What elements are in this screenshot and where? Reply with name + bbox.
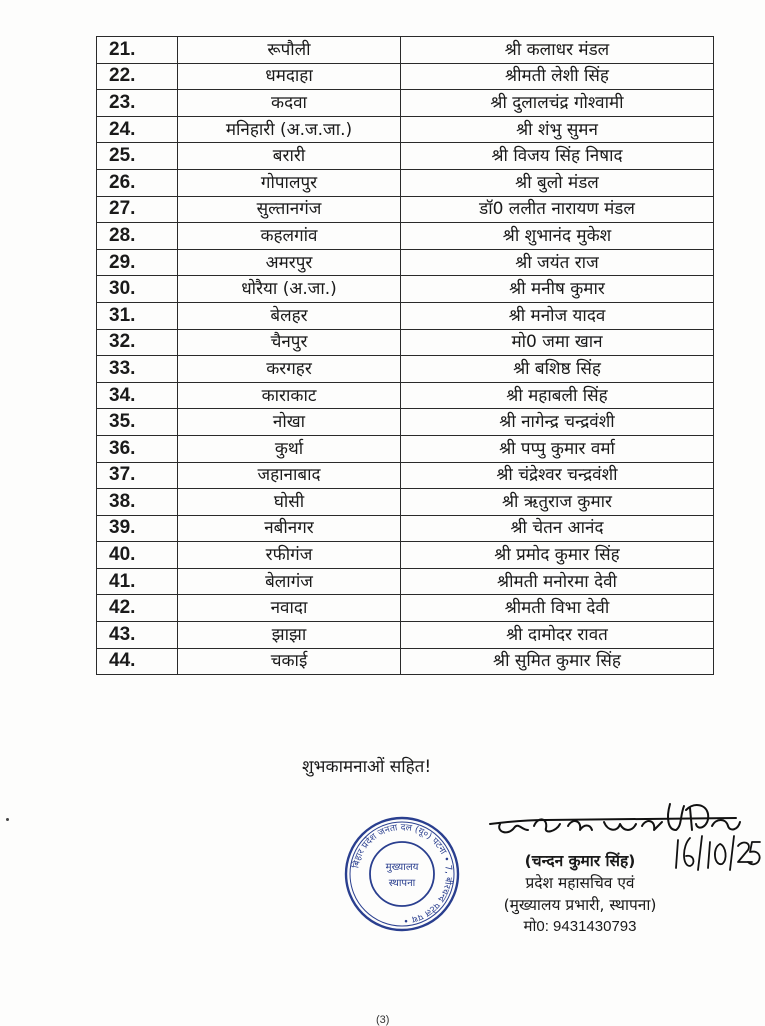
serial-number-cell: 37. bbox=[97, 462, 178, 489]
table-row bbox=[97, 462, 714, 489]
constituency-cell: नोखा bbox=[178, 409, 401, 436]
serial-number-cell: 30. bbox=[97, 276, 178, 303]
serial-number-cell: 33. bbox=[97, 356, 178, 383]
table-row bbox=[97, 595, 714, 622]
candidate-name-cell: श्री मनीष कुमार bbox=[401, 276, 714, 303]
candidate-name-cell: श्री प्रमोद कुमार सिंह bbox=[401, 542, 714, 569]
serial-number-cell: 24. bbox=[97, 116, 178, 143]
serial-number-cell: 32. bbox=[97, 329, 178, 356]
candidate-name-cell: श्री विजय सिंह निषाद bbox=[401, 143, 714, 170]
candidate-name-cell: श्रीमती लेशी सिंह bbox=[401, 63, 714, 90]
candidate-name-cell: श्री जयंत राज bbox=[401, 249, 714, 276]
candidate-name-cell: श्री शंभु सुमन bbox=[401, 116, 714, 143]
serial-number-cell: 38. bbox=[97, 489, 178, 516]
candidate-name-cell: श्री दुलालचंद्र गोश्वामी bbox=[401, 90, 714, 117]
signatory-role: (मुख्यालय प्रभारी, स्थापना) bbox=[503, 896, 657, 914]
constituency-cell: नबीनगर bbox=[178, 515, 401, 542]
serial-number-cell: 23. bbox=[97, 90, 178, 117]
table-row bbox=[97, 409, 714, 436]
constituency-cell: नवादा bbox=[178, 595, 401, 622]
serial-number-cell: 22. bbox=[97, 63, 178, 90]
serial-number-cell: 26. bbox=[97, 169, 178, 196]
seal-outer-text: बिहार प्रदेश जनता दल (यू०) पटना • 7, बीरचन्द पटेल पथ • bbox=[351, 822, 454, 926]
constituency-cell: काराकाट bbox=[178, 382, 401, 409]
candidate-name-cell: श्री शुभानंद मुकेश bbox=[401, 223, 714, 250]
table-row bbox=[97, 622, 714, 649]
constituency-cell: जहानाबाद bbox=[178, 462, 401, 489]
table-row bbox=[97, 568, 714, 595]
serial-number-cell: 39. bbox=[97, 515, 178, 542]
table-row bbox=[97, 37, 714, 64]
signatory-name: (चन्दन कुमार सिंह) bbox=[524, 852, 636, 870]
candidate-name-cell: श्री ऋतुराज कुमार bbox=[401, 489, 714, 516]
serial-number-cell: 27. bbox=[97, 196, 178, 223]
serial-number-cell: 25. bbox=[97, 143, 178, 170]
constituency-cell: सुल्तानगंज bbox=[178, 196, 401, 223]
serial-number-cell: 43. bbox=[97, 622, 178, 649]
constituency-cell: धोरैया (अ.जा.) bbox=[178, 276, 401, 303]
serial-number-cell: 31. bbox=[97, 302, 178, 329]
scan-speck bbox=[6, 818, 9, 821]
candidate-name-cell: श्री नागेन्द्र चन्द्रवंशी bbox=[401, 409, 714, 436]
candidate-name-cell: श्री दामोदर रावत bbox=[401, 622, 714, 649]
constituency-cell: झाझा bbox=[178, 622, 401, 649]
signatory-title: प्रदेश महासचिव एवं bbox=[525, 874, 635, 892]
table-row bbox=[97, 302, 714, 329]
serial-number-cell: 35. bbox=[97, 409, 178, 436]
candidate-name-cell: श्री चंद्रेश्वर चन्द्रवंशी bbox=[401, 462, 714, 489]
candidate-name-cell: डॉ0 ललीत नारायण मंडल bbox=[401, 196, 714, 223]
table-row bbox=[97, 63, 714, 90]
serial-number-cell: 36. bbox=[97, 435, 178, 462]
serial-number-cell: 21. bbox=[97, 37, 178, 64]
serial-number-cell: 41. bbox=[97, 568, 178, 595]
constituency-cell: धमदाहा bbox=[178, 63, 401, 90]
table-row bbox=[97, 116, 714, 143]
candidate-name-cell: श्री सुमित कुमार सिंह bbox=[401, 648, 714, 675]
table-row bbox=[97, 90, 714, 117]
constituency-cell: कहलगांव bbox=[178, 223, 401, 250]
table-row bbox=[97, 329, 714, 356]
table-row bbox=[97, 515, 714, 542]
constituency-cell: अमरपुर bbox=[178, 249, 401, 276]
candidate-table bbox=[96, 36, 714, 675]
table-row bbox=[97, 223, 714, 250]
table-row bbox=[97, 249, 714, 276]
constituency-cell: बेलहर bbox=[178, 302, 401, 329]
candidate-name-cell: श्री चेतन आनंद bbox=[401, 515, 714, 542]
constituency-cell: कदवा bbox=[178, 90, 401, 117]
signatory-phone: मो0: 9431430793 bbox=[523, 918, 637, 935]
page-number: (3) bbox=[376, 1014, 390, 1026]
candidate-name-cell: श्रीमती विभा देवी bbox=[401, 595, 714, 622]
table-row bbox=[97, 648, 714, 675]
constituency-cell: चकाई bbox=[178, 648, 401, 675]
table-row bbox=[97, 382, 714, 409]
seal-outer-ring-inner bbox=[350, 822, 454, 926]
candidate-name-cell: श्री कलाधर मंडल bbox=[401, 37, 714, 64]
candidate-name-cell: श्री महाबली सिंह bbox=[401, 382, 714, 409]
table-row bbox=[97, 196, 714, 223]
constituency-cell: बेलागंज bbox=[178, 568, 401, 595]
table-row bbox=[97, 169, 714, 196]
constituency-cell: मनिहारी (अ.ज.जा.) bbox=[178, 116, 401, 143]
seal-inner-ring bbox=[370, 842, 434, 906]
serial-number-cell: 44. bbox=[97, 648, 178, 675]
candidate-name-cell: श्रीमती मनोरमा देवी bbox=[401, 568, 714, 595]
candidate-name-cell: श्री बशिष्ठ सिंह bbox=[401, 356, 714, 383]
candidate-name-cell: श्री बुलो मंडल bbox=[401, 169, 714, 196]
seal-outer-ring bbox=[346, 818, 458, 930]
constituency-cell: बरारी bbox=[178, 143, 401, 170]
constituency-cell: चैनपुर bbox=[178, 329, 401, 356]
serial-number-cell: 28. bbox=[97, 223, 178, 250]
seal-inner-top-text: मुख्यालय bbox=[385, 862, 419, 873]
table-row bbox=[97, 356, 714, 383]
constituency-cell: गोपालपुर bbox=[178, 169, 401, 196]
constituency-cell: घोसी bbox=[178, 489, 401, 516]
office-seal-stamp bbox=[342, 814, 462, 934]
serial-number-cell: 34. bbox=[97, 382, 178, 409]
table-row bbox=[97, 542, 714, 569]
serial-number-cell: 40. bbox=[97, 542, 178, 569]
constituency-cell: कुर्था bbox=[178, 435, 401, 462]
serial-number-cell: 42. bbox=[97, 595, 178, 622]
table-row bbox=[97, 276, 714, 303]
constituency-cell: रूपौली bbox=[178, 37, 401, 64]
table-row bbox=[97, 489, 714, 516]
candidate-name-cell: श्री पप्पु कुमार वर्मा bbox=[401, 435, 714, 462]
candidate-name-cell: मो0 जमा खान bbox=[401, 329, 714, 356]
serial-number-cell: 29. bbox=[97, 249, 178, 276]
table-row bbox=[97, 143, 714, 170]
table-row bbox=[97, 435, 714, 462]
constituency-cell: करगहर bbox=[178, 356, 401, 383]
signatory-block bbox=[470, 850, 690, 938]
constituency-cell: रफीगंज bbox=[178, 542, 401, 569]
candidate-table-body bbox=[97, 37, 714, 675]
candidate-name-cell: श्री मनोज यादव bbox=[401, 302, 714, 329]
seal-inner-bottom-text: स्थापना bbox=[388, 878, 416, 889]
closing-greeting: शुभकामनाओं सहित! bbox=[302, 757, 432, 777]
